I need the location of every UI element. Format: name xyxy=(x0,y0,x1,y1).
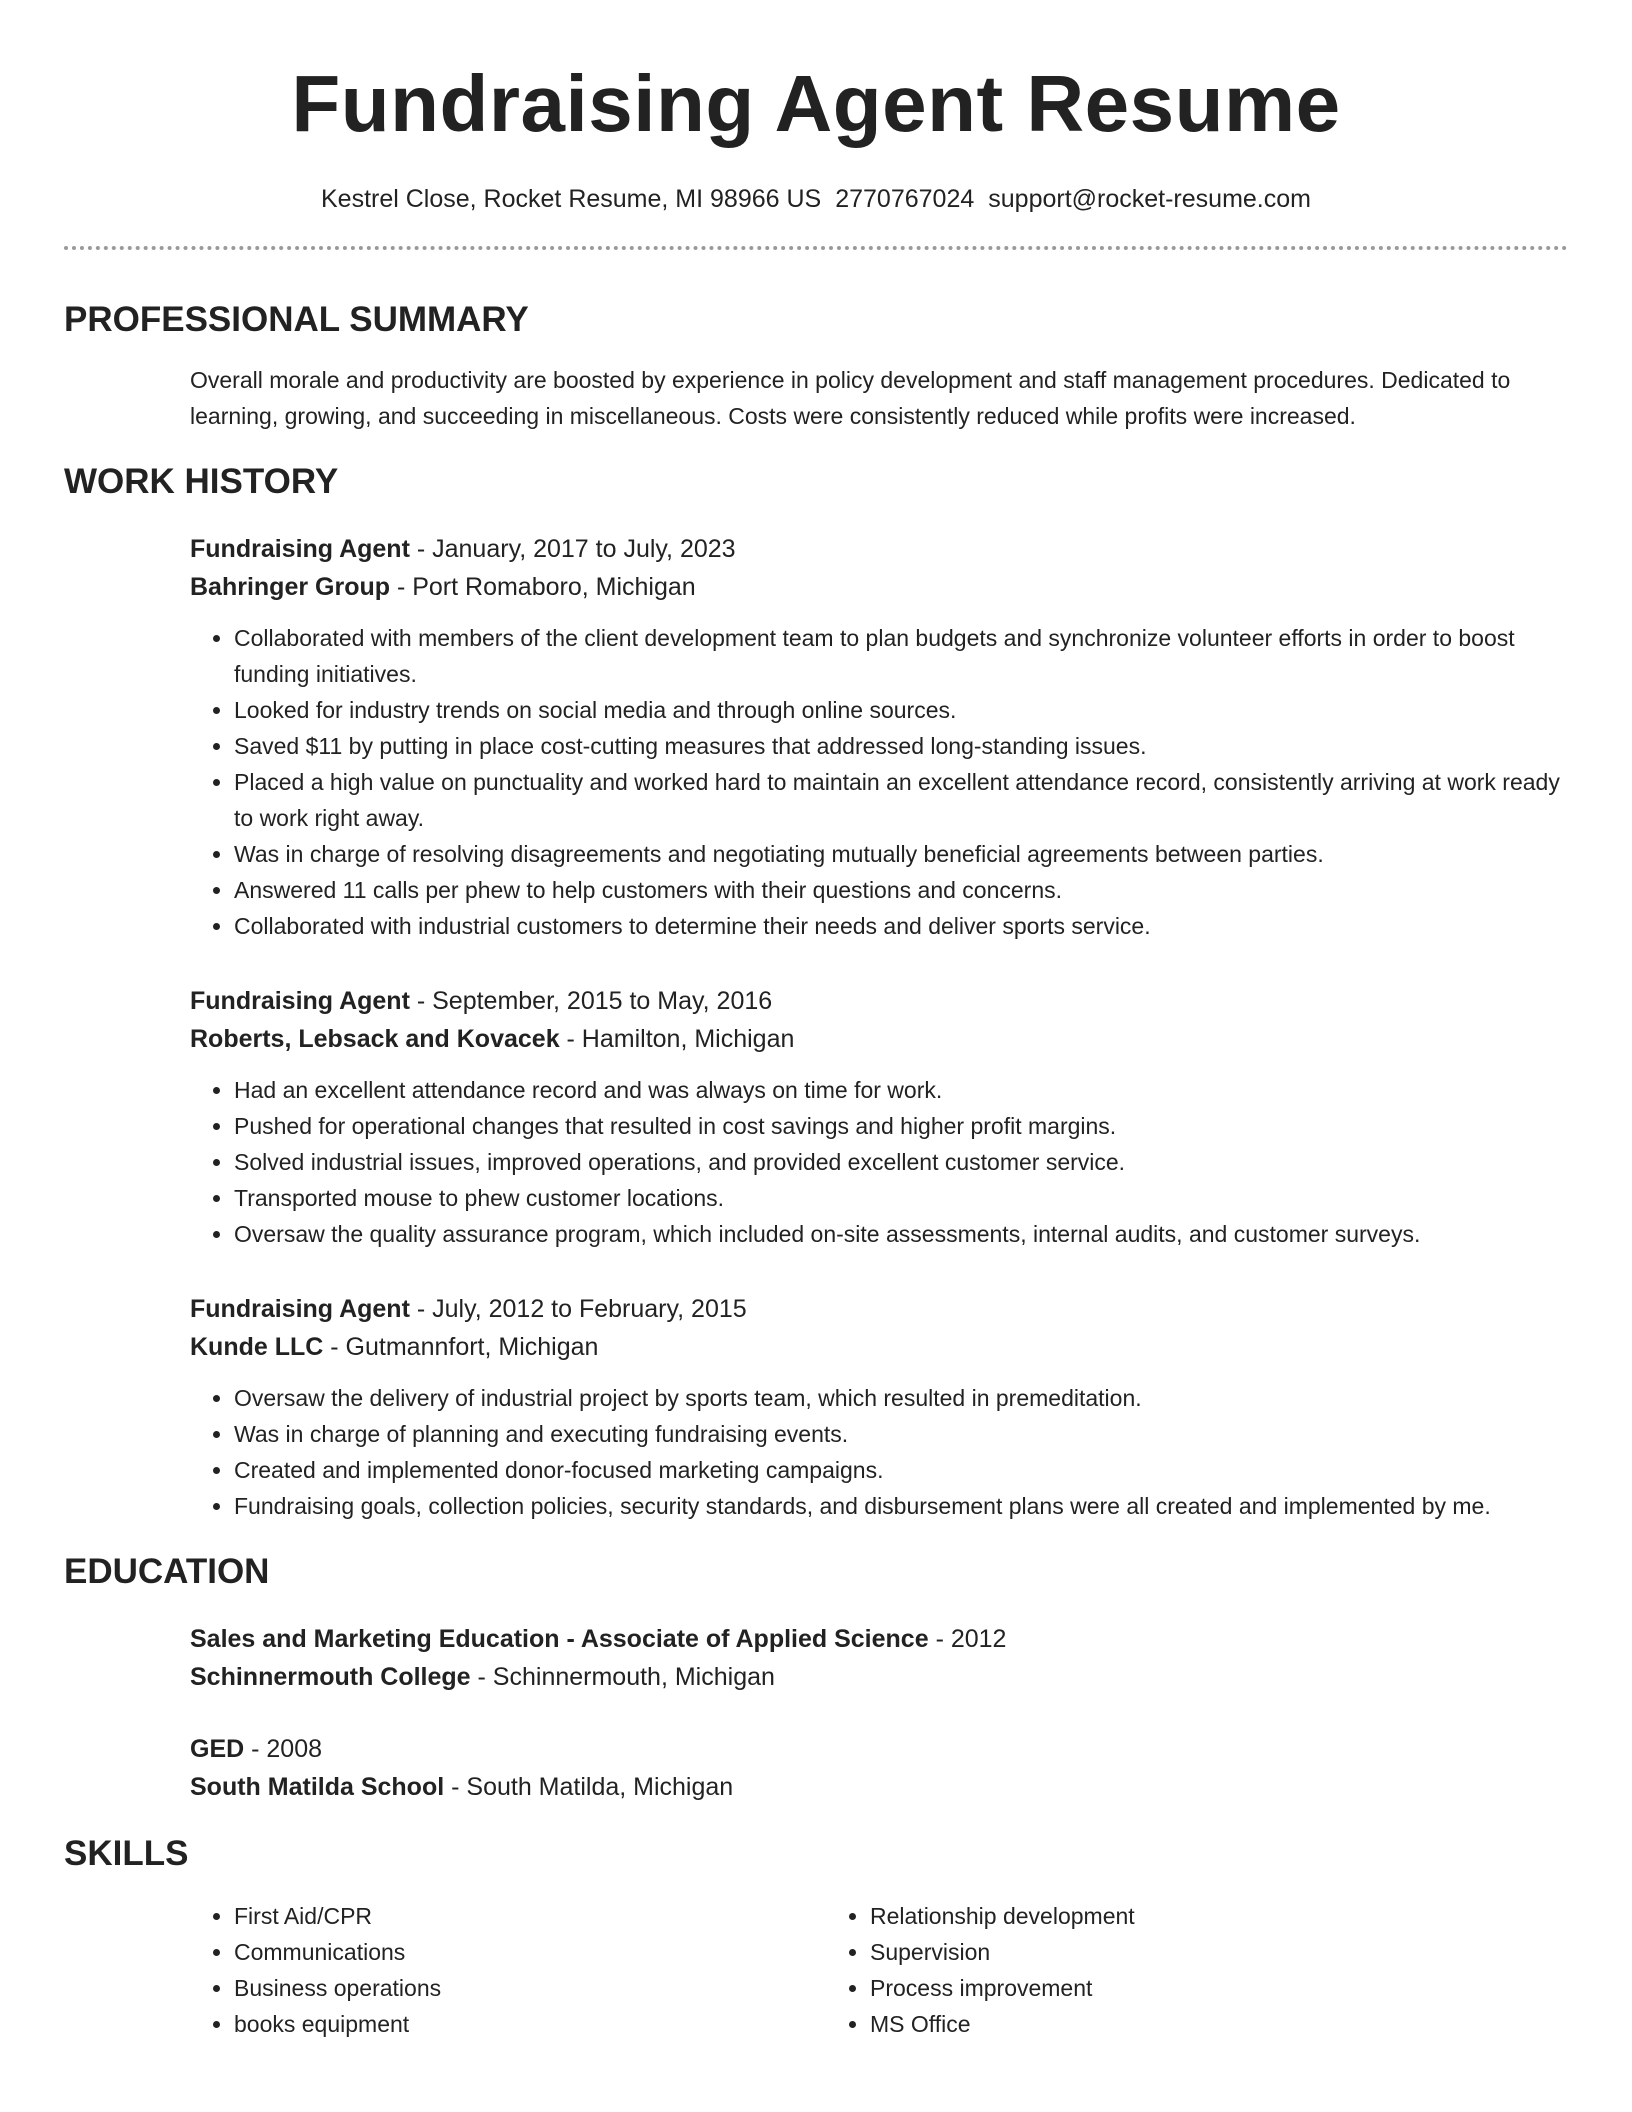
skills-column-right xyxy=(826,1898,1462,2042)
job-entry xyxy=(190,530,1568,944)
list-item: • Was in charge of planning and executing fundraising events. xyxy=(234,1416,1568,1452)
education-entry xyxy=(190,1730,1568,1806)
summary-heading: PROFESSIONAL SUMMARY xyxy=(64,300,529,339)
job-title: Fundraising Agent xyxy=(190,1295,410,1323)
contact-email: support@rocket-resume.com xyxy=(988,185,1311,213)
job-entry xyxy=(190,982,1568,1252)
job-title: Fundraising Agent xyxy=(190,987,410,1015)
job-bullets xyxy=(190,620,1568,944)
education-location: - Schinnermouth, Michigan xyxy=(470,1663,775,1691)
education-degree-line xyxy=(190,1730,1568,1768)
list-item: • Relationship development xyxy=(870,1898,1462,1934)
list-item: • Pushed for operational changes that resulted in cost savings and higher profit margins. xyxy=(234,1108,1568,1144)
contact-line xyxy=(64,182,1568,216)
job-company-line xyxy=(190,568,1568,606)
list-item: • Placed a high value on punctuality and worked hard to maintain an excellent attendance record, consistently arriving at work ready to work right away. xyxy=(234,764,1568,836)
job-location: - Hamilton, Michigan xyxy=(559,1025,795,1053)
job-company: Bahringer Group xyxy=(190,573,391,601)
list-item: • Business operations xyxy=(234,1970,826,2006)
education-year: - 2008 xyxy=(244,1735,323,1763)
list-item: • Supervision xyxy=(870,1934,1462,1970)
list-item: • Collaborated with members of the client development team to plan budgets and synchronize volunteer efforts in order to boost funding initiatives. xyxy=(234,620,1568,692)
work-history xyxy=(190,530,1568,1524)
education xyxy=(190,1620,1568,1806)
list-item: • Fundraising goals, collection policies, security standards, and disbursement plans were all created and implemented by me. xyxy=(234,1488,1568,1524)
list-item: • First Aid/CPR xyxy=(234,1898,826,1934)
education-school-line xyxy=(190,1658,1568,1696)
education-degree-line xyxy=(190,1620,1568,1658)
list-item: • Answered 11 calls per phew to help customers with their questions and concerns. xyxy=(234,872,1568,908)
job-entry xyxy=(190,1290,1568,1524)
list-item: • Transported mouse to phew customer locations. xyxy=(234,1180,1568,1216)
job-title-line xyxy=(190,530,1568,568)
education-degree: Sales and Marketing Education - Associate of Applied Science xyxy=(190,1625,929,1653)
job-dates: - January, 2017 to July, 2023 xyxy=(409,535,736,563)
job-company: Roberts, Lebsack and Kovacek xyxy=(190,1025,560,1053)
summary-text: Overall morale and productivity are boosted by experience in policy development and staff management procedures. Dedicated to learning, growing, and succeeding in miscellaneous. Costs were consistently reduced while profits were increased. xyxy=(190,367,1511,429)
job-title-line xyxy=(190,982,1568,1020)
education-entry xyxy=(190,1620,1568,1696)
skills-heading: SKILLS xyxy=(64,1834,189,1873)
job-title: Fundraising Agent xyxy=(190,535,410,563)
job-bullets xyxy=(190,1072,1568,1252)
header-divider xyxy=(64,246,1568,250)
education-degree: GED xyxy=(190,1735,245,1763)
list-item: • Created and implemented donor-focused marketing campaigns. xyxy=(234,1452,1568,1488)
list-item: • Oversaw the delivery of industrial project by sports team, which resulted in premeditation. xyxy=(234,1380,1568,1416)
list-item: • Communications xyxy=(234,1934,826,1970)
list-item: • Solved industrial issues, improved operations, and provided excellent customer service. xyxy=(234,1144,1568,1180)
work-history-heading: WORK HISTORY xyxy=(64,462,339,501)
education-school: Schinnermouth College xyxy=(190,1663,471,1691)
education-school: South Matilda School xyxy=(190,1773,445,1801)
education-heading: EDUCATION xyxy=(64,1552,270,1591)
list-item: • books equipment xyxy=(234,2006,826,2042)
contact-phone: 2770767024 xyxy=(835,185,975,213)
skills-list xyxy=(190,1898,1568,2042)
job-location: - Gutmannfort, Michigan xyxy=(323,1333,599,1361)
list-item: • Oversaw the quality assurance program, which included on-site assessments, internal audits, and customer surveys. xyxy=(234,1216,1568,1252)
list-item: • Was in charge of resolving disagreements and negotiating mutually beneficial agreements between parties. xyxy=(234,836,1568,872)
job-title-line xyxy=(190,1290,1568,1328)
job-dates: - July, 2012 to February, 2015 xyxy=(409,1295,747,1323)
job-location: - Port Romaboro, Michigan xyxy=(390,573,696,601)
job-company: Kunde LLC xyxy=(190,1333,324,1361)
list-item: • MS Office xyxy=(870,2006,1462,2042)
education-school-line xyxy=(190,1768,1568,1806)
list-item: • Had an excellent attendance record and was always on time for work. xyxy=(234,1072,1568,1108)
job-company-line xyxy=(190,1020,1568,1058)
education-year: - 2012 xyxy=(928,1625,1007,1653)
job-dates: - September, 2015 to May, 2016 xyxy=(409,987,773,1015)
resume-title: Fundraising Agent Resume xyxy=(291,59,1341,148)
skills-column-left xyxy=(190,1898,826,2042)
education-location: - South Matilda, Michigan xyxy=(444,1773,734,1801)
contact-address: Kestrel Close, Rocket Resume, MI 98966 US xyxy=(321,185,822,213)
list-item: • Saved $11 by putting in place cost-cutting measures that addressed long-standing issues. xyxy=(234,728,1568,764)
list-item: • Collaborated with industrial customers to determine their needs and deliver sports service. xyxy=(234,908,1568,944)
list-item: • Looked for industry trends on social media and through online sources. xyxy=(234,692,1568,728)
job-company-line xyxy=(190,1328,1568,1366)
list-item: • Process improvement xyxy=(870,1970,1462,2006)
job-bullets xyxy=(190,1380,1568,1524)
